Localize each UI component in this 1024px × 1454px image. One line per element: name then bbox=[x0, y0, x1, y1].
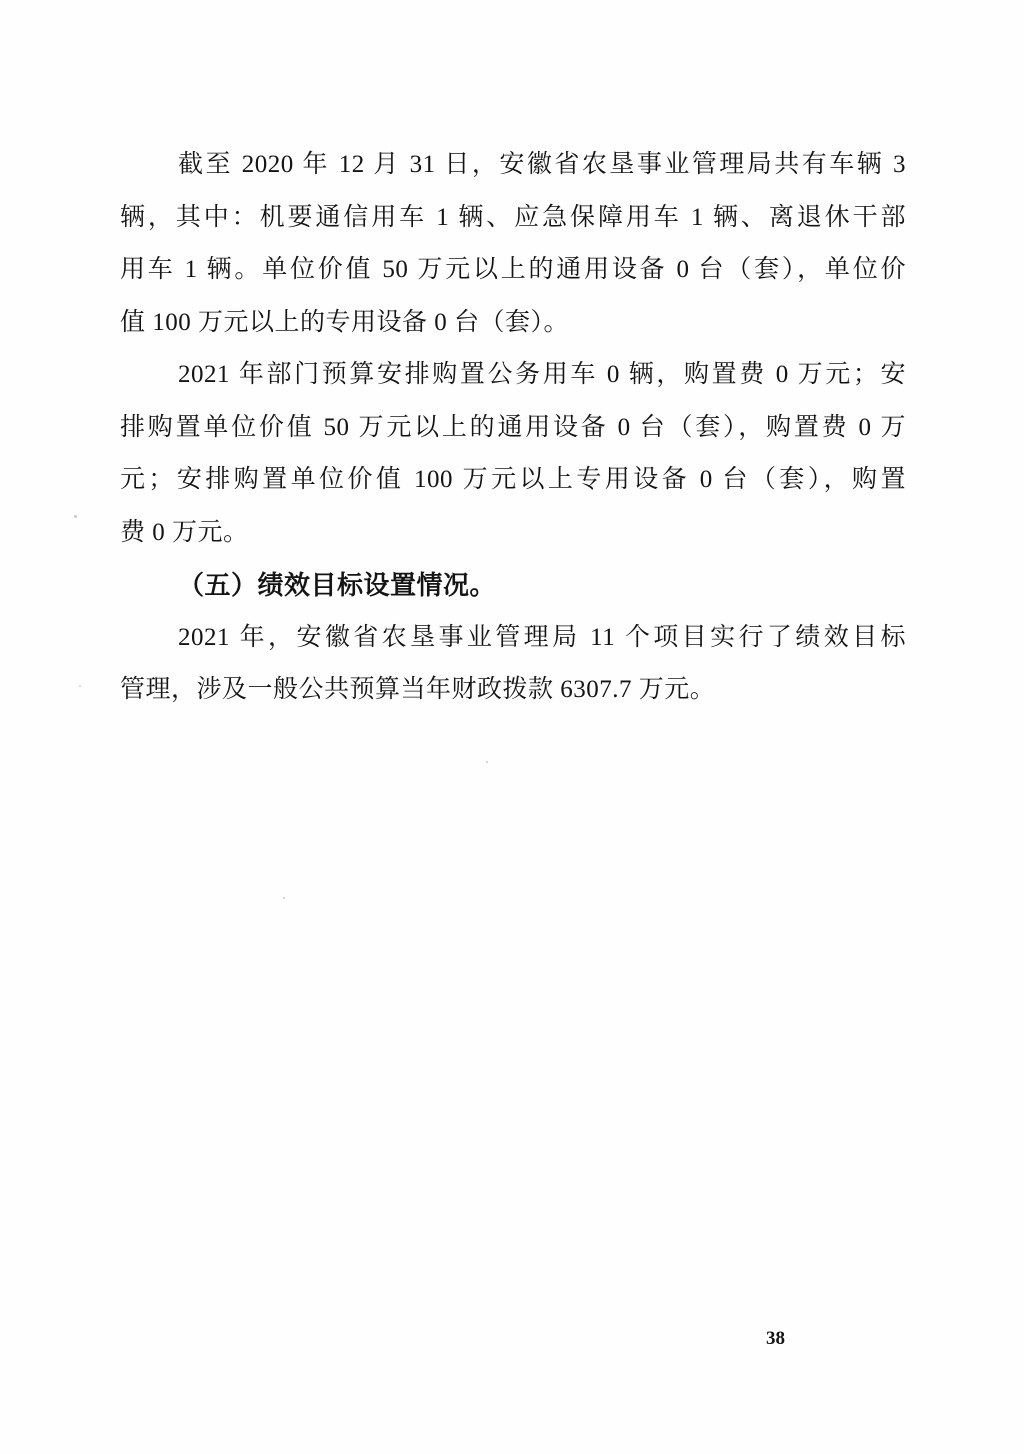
para1-line1: 截至 2020 年 12 月 31 日，安徽省农垦事业管理局共有车辆 3 bbox=[178, 151, 906, 178]
paragraph-vehicle-status bbox=[120, 139, 906, 349]
page-number: 38 bbox=[766, 1328, 785, 1349]
para2-line4: 费 0 万元。 bbox=[120, 518, 249, 546]
para3-line2: 管理，涉及一般公共预算当年财政拨款 6307.7 万元。 bbox=[120, 676, 716, 703]
para1-line4: 值 100 万元以上的专用设备 0 台（套）。 bbox=[120, 308, 570, 336]
para2-line3: 元；安排购置单位价值 100 万元以上专用设备 0 台（套），购置 bbox=[120, 466, 906, 493]
para2-line2: 排购置单位价值 50 万元以上的通用设备 0 台（套），购置费 0 万 bbox=[120, 413, 906, 441]
document-body bbox=[120, 139, 906, 717]
para3-line1: 2021 年，安徽省农垦事业管理局 11 个项目实行了绩效目标 bbox=[178, 623, 906, 651]
para2-line1: 2021 年部门预算安排购置公务用车 0 辆，购置费 0 万元；安 bbox=[178, 361, 906, 388]
para1-line2: 辆，其中：机要通信用车 1 辆、应急保障用车 1 辆、离退休干部 bbox=[120, 203, 906, 231]
section-heading-performance-targets: （五）绩效目标设置情况。 bbox=[178, 570, 497, 600]
para1-line3: 用车 1 辆。单位价值 50 万元以上的通用设备 0 台（套），单位价 bbox=[120, 256, 906, 283]
paragraph-2021-purchase-plan bbox=[120, 349, 906, 559]
scan-speckle bbox=[79, 685, 81, 687]
scan-speckle bbox=[283, 897, 285, 899]
paragraph-performance-targets bbox=[120, 612, 906, 717]
scan-speckle bbox=[74, 515, 77, 518]
scan-speckle bbox=[486, 761, 488, 763]
